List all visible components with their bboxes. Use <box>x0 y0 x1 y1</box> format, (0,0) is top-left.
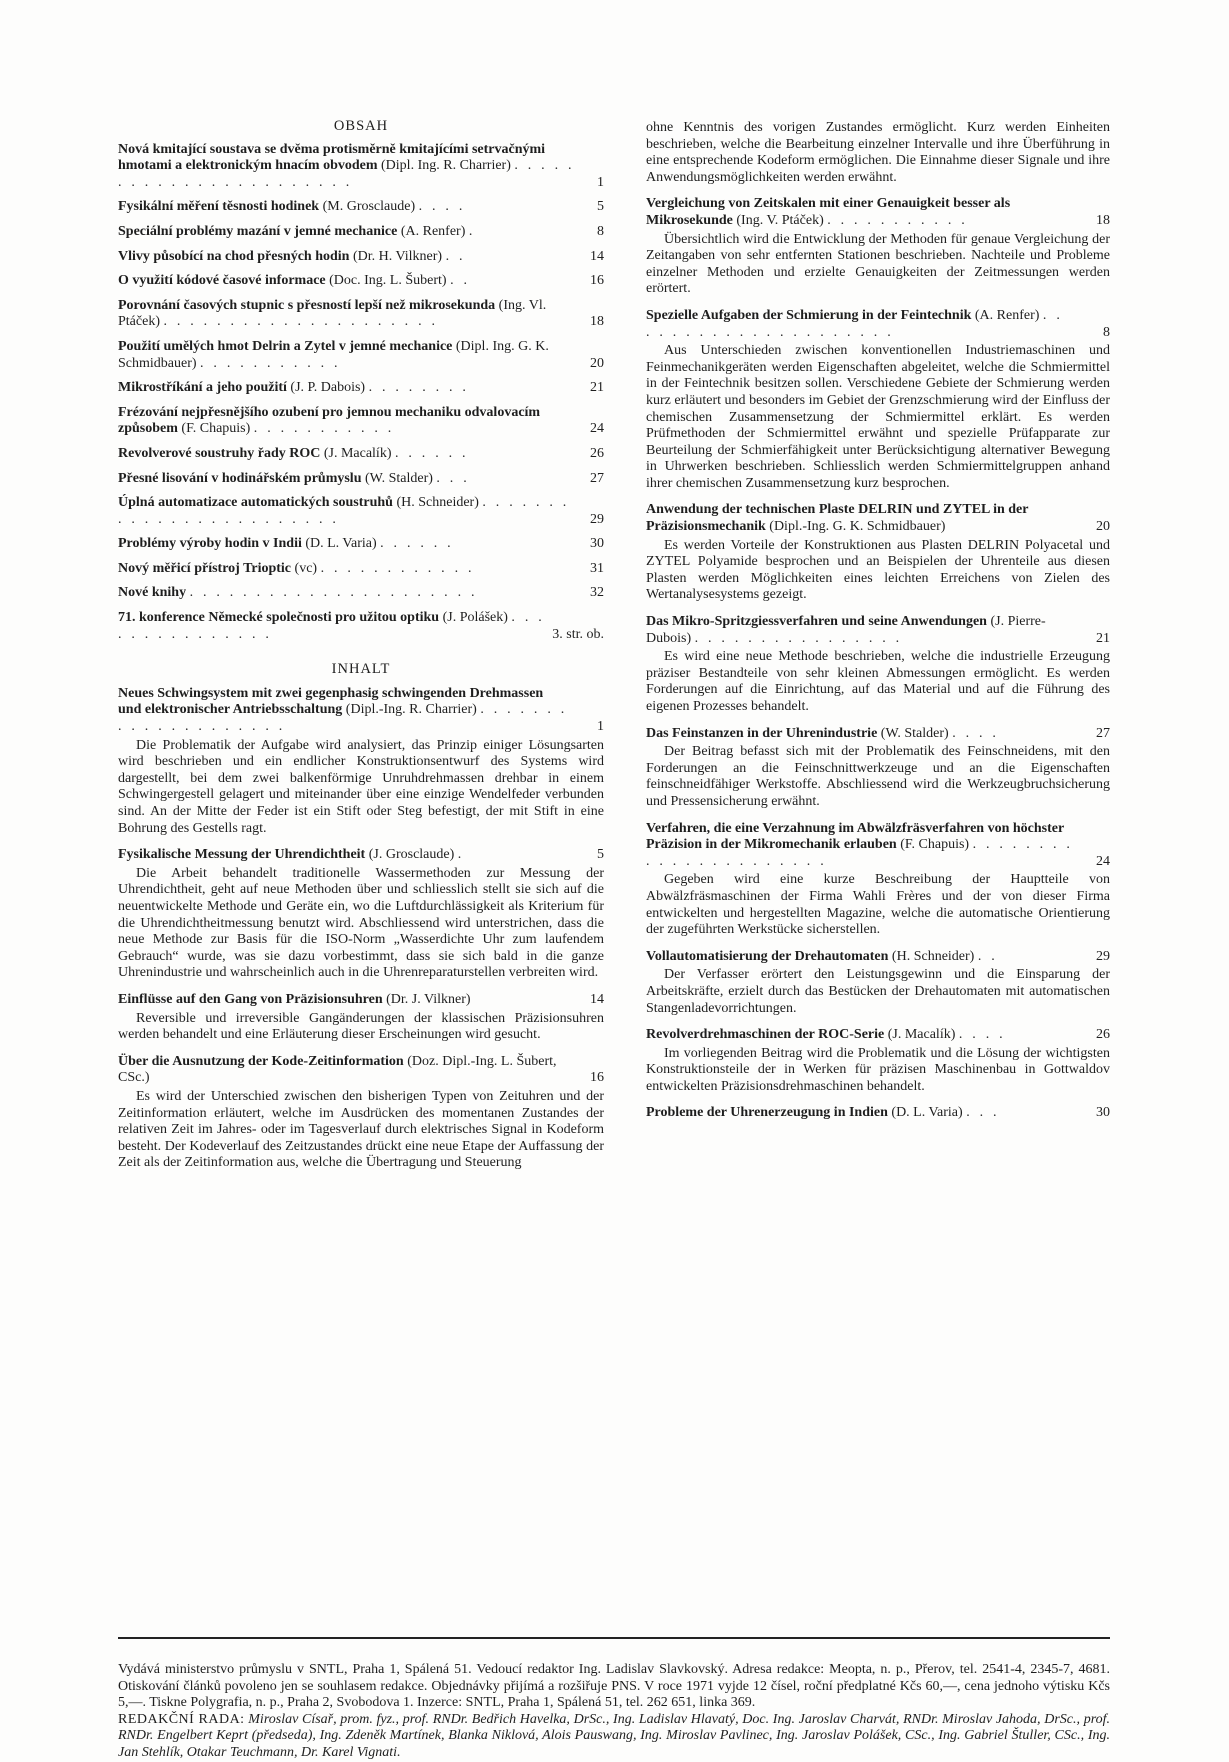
abstract-text: Übersichtlich wird die Entwicklung der Methoden für genaue Vergleichung der Zeitangaben von sehr entfernten Stationen beschrieben. Nachteile und Probleme einzelner Methoden und erzielte Genauigkeiten der Zeitmessungen werden erörtert. <box>646 231 1110 297</box>
abstract-entry: Über die Ausnutzung der Kode-Zeitinformation (Doz. Dipl.-Ing. L. Šubert, CSc.) 16 Es wird der Unterschied zwischen den bisherigen Typen von Zeituhren und der Zeitinformation erläutert, welche im Ausdrücken des momentanen Zustandes der relativen Zeit im Jahres- oder im Tagesverlauf durch elektrisches Signal in Kodeform besteht. Der Kodeverlauf des Zeitzustandes drückt eine neue Etape der Auffassung der Zeit als der Zeitinformation aus, welche die Übertragung und Steuerung <box>118 1053 604 1171</box>
toc-page: 1 <box>597 174 604 190</box>
abstract-continuation <box>646 120 1110 186</box>
entry-page: 30 <box>1096 1105 1110 1121</box>
abstract-text: Es wird eine neue Methode beschrieben, welche die industrielle Erzeugung präziser Bestandteile von sehr kleinen Abmessungen ermöglicht. Es werden Forderungen auf die Einrichtung, auf das Material und auf die Führung des eigenen Prozesses behandelt. <box>646 649 1110 714</box>
toc-page: 16 <box>590 273 604 289</box>
abstract-text: Der Verfasser erörtert den Leistungsgewinn und die Einsparung der Arbeitskräfte, erzielt durch das Bestücken der Drehautomaten mit automatischen Stangenladevorrichtungen. <box>646 967 1110 1016</box>
entry-page: 1 <box>597 719 604 735</box>
right-column <box>646 118 1110 1132</box>
entry-page: 27 <box>1096 725 1110 741</box>
toc-item: Přesné lisování v hodinářském průmyslu (W. Stalder) . . . 27 <box>118 470 604 486</box>
abstract-entry: Verfahren, die eine Verzahnung im Abwälzfräsverfahren von höchster Präzision in der Mikromechanik erlauben (F. Chapuis) . . . . . . . . . . . . . . . . . . . . . . 24 Gegeben wird eine kurze Beschreibung der Hauptteile von Abwälzfräsmaschinen der Firma Wahli Frères und der von dieser Firma entwickelten und hergestellten Magazine, welche die automatische Orientierung der zugeführten Werkstücke sicherstellen. <box>646 820 1110 938</box>
toc-page: 30 <box>590 536 604 552</box>
entry-page: 26 <box>1096 1027 1110 1043</box>
abstract-text: Es werden Vorteile der Konstruktionen aus Plasten DELRIN Polyacetal und ZYTEL Polyamide besprochen und an Beispielen der Uhrenteile aus diesen Plasten werden Möglichkeiten eines leichten Erreichens von Zielen des Wertanalysesystems gezeigt. <box>646 537 1110 603</box>
abstract-entry: Einflüsse auf den Gang von Präzisionsuhren (Dr. J. Vilkner) 14 Reversible und irreversible Gangänderungen der klassischen Präzisionsuhren werden behandelt und eine Erläuterung dieser Erscheinungen wird gesucht. <box>118 991 604 1043</box>
toc-item: 71. konference Německé společnosti pro užitou optiku (J. Polášek) . . . . . . . . . . . . . . . 3. str. ob. <box>118 610 604 642</box>
toc-item: Revolverové soustruhy řady ROC (J. Macalík) . . . . . . 26 <box>118 445 604 461</box>
entry-page: 21 <box>1096 630 1110 646</box>
abstract-text: Die Problematik der Aufgabe wird analysiert, das Prinzip einiger Lösungsarten wird beschrieben und ein endlicher Konstruktionsentwurf des Systems wird dargestellt, bei dem zwei balkenförmige Unruhdrehmassen drehbar in einem Schwingergestell gelagert und miteinander über eine einzige Wendelfeder verbunden sind. An der Mitte der Feder ist ein Stift oder Steg befestigt, der mit Stift in eine Bohrung des Gestells ragt. <box>118 737 604 836</box>
toc-page: 26 <box>590 445 604 461</box>
abstract-text: Die Arbeit behandelt traditionelle Wassermethoden zur Messung der Uhrendichtheit, geht auf neue Methoden über und schliesslich stellt sie sich auf die neuentwickelte Methode und Geräte ein, wo die Luftdurchlässigkeit als Kriterium für die Uhrendichtheitmessung benutzt wird. Abschliessend wird unterstrichen, dass die neue Methode zur Basis für die ISO-Norm „Wasserdichte Uhr zum laufendem Gebrauch“ wurde, was sie dazu vorbestimmt, dass sie sich bald in die ganze Uhrenindustrie und wahrscheinlich auch in die Uhrenreparaturstellen verbreiten wird. <box>118 865 604 981</box>
abstract-entry: Neues Schwingsystem mit zwei gegenphasig schwingenden Drehmassen und elektronischer Antriebsschaltung (Dipl.-Ing. R. Charrier) . . . . . . . . . . . . . . . . . . . . 1 Die Problematik der Aufgabe wird analysiert, das Prinzip einiger Lösungsarten wird beschrieben und ein endlicher Konstruktionsentwurf des Systems wird dargestellt, bei dem zwei balkenförmige Unruhdrehmassen drehbar in einem Schwingergestell gelagert und miteinander über eine einzige Wendelfeder verbunden sind. An der Mitte der Feder ist ein Stift oder Steg befestigt, der mit Stift in eine Bohrung des Gestells ragt. <box>118 685 604 836</box>
toc-item: Problémy výroby hodin v Indii (D. L. Varia) . . . . . . 30 <box>118 536 604 552</box>
toc-page: 5 <box>597 199 604 215</box>
obsah-heading: OBSAH <box>333 118 389 134</box>
toc-page: 27 <box>590 470 604 486</box>
entry-page: 24 <box>1096 853 1110 869</box>
entry-page: 8 <box>1103 324 1110 340</box>
toc-item: Fysikální měření těsnosti hodinek (M. Grosclaude) . . . . 5 <box>118 199 604 215</box>
abstract-text: Gegeben wird eine kurze Beschreibung der Hauptteile von Abwälzfräsmaschinen der Firma Wahli Frères und der von dieser Firma entwickelten und hergestellten Magazine, welche die automatische Orientierung der zugeführten Werkstücke sicherstellen. <box>646 872 1110 938</box>
abstract-text: ohne Kenntnis des vorigen Zustandes ermöglicht. Kurz werden Einheiten beschrieben, welche die Bearbeitung einzelner Intervalle und ihre Überführung in eine entsprechende Kodeform ermöglichen. Die Einnahme dieser Signale und ihre Anwendungsmöglichkeiten werden erwähnt. <box>646 120 1110 185</box>
abstract-text: Der Beitrag befasst sich mit der Problematik des Feinschneidens, mit den Forderungen an die Feinschnittwerkzeuge und an die Eigenschaften feinschneidfähiger Werkstoffe. Abschliessend wird die Werkzeugbruchsicherung und Pressensicherung erwähnt. <box>646 744 1110 809</box>
entry-page: 14 <box>590 991 604 1007</box>
toc-item: Nové knihy . . . . . . . . . . . . . . . . . . . . . . 32 <box>118 585 604 601</box>
toc-page: 18 <box>590 314 604 330</box>
toc-item: Speciální problémy mazání v jemné mechanice (A. Renfer) . 8 <box>118 223 604 239</box>
toc-item: Nová kmitající soustava se dvěma protisměrně kmitajícími setrvačnými hmotami a elektronickým hnacím obvodem (Dipl. Ing. R. Charrier) . . . . . . . . . . . . . . . . . . . . . . . 1 <box>118 141 604 190</box>
imprint-text: Vydává ministerstvo průmyslu v SNTL, Praha 1, Spálená 51. Vedoucí redaktor Ing. Ladislav Slavkovský. Adresa redakce: Meopta, n. p., Přerov, tel. 2541-4, 2345-7, 4681. Otiskování článků povoleno jen se souhlasem redakce. Objednávky přijímá a rozšiřuje PNS. V roce 1971 vyjde 12 čísel, roční předplatné Kčs 60,—, cena jednoho výtisku Kčs 5,—. Tiskne Polygrafia, n. p., Praha 2, Svobodova 1. Inzerce: SNTL, Praha 1, Spálená 51, tel. 262 651, linka 369. <box>118 1662 1110 1711</box>
abstract-entry: Spezielle Aufgaben der Schmierung in der Feintechnik (A. Renfer) . . . . . . . . . . . . . . . . . . . . . 8 Aus Unterschieden zwischen konventionellen Industriemaschinen und Feinmechanikgeräten werden Eigenschaften abgeleitet, welche die Schmiermittel in der Feintechnik besitzen sollen. Verschiedene Gebiete der Schmierung werden kurz erläutert und besonders im Gebiet der Grenzschmierung wird der Einfluss der chemischen Zusammensetzung der Schmiermittel erklärt. Es werden Prüfmethoden der Schmiermittel erwähnt und spezielle Prüfapparate zur Beurteilung der Schmierfähigkeit unter Berücksichtigung alternativer Bewegung in Uhrwerken beschrieben. Schliesslich werden Schmiermittelgruppen anhand ihrer chemischen Zusammensetzung kurz besprochen. <box>646 307 1110 491</box>
toc-item: Úplná automatizace automatických soustruhů (H. Schneider) . . . . . . . . . . . . . . . . . . . . . . . . 29 <box>118 495 604 527</box>
toc-page: 29 <box>590 511 604 527</box>
toc-item: Vlivy působící na chod přesných hodin (Dr. H. Vilkner) . . 14 <box>118 248 604 264</box>
entry-page: 18 <box>1096 212 1110 228</box>
abstract-entry: Anwendung der technischen Plaste DELRIN und ZYTEL in der Präzisionsmechanik (Dipl.-Ing. G. K. Schmidbauer) 20 Es werden Vorteile der Konstruktionen aus Plasten DELRIN Polyacetal und ZYTEL Polyamide besprochen und an Beispielen der Uhrenteile aus diesen Plasten werden Möglichkeiten eines leichten Erreichens von Zielen des Wertanalysesystems gezeigt. <box>646 502 1110 603</box>
abstract-text: Im vorliegenden Beitrag wird die Problematik und die Lösung der wichtigsten Konstruktionsteile der in Werken für präzisen Maschinenbau in Gottwaldov entwickelten Präzisionsdrehmaschinen behandelt. <box>646 1045 1110 1094</box>
toc-page: 24 <box>590 421 604 437</box>
abstract-entry: Revolverdrehmaschinen der ROC-Serie (J. Macalík) . . . . 26 Im vorliegenden Beitrag wird die Problematik und die Lösung der wichtigsten Konstruktionsteile der in Werken für präzisen Maschinenbau in Gottwaldov entwickelten Präzisionsdrehmaschinen behandelt. <box>646 1027 1110 1094</box>
imprint-footer <box>118 1662 1110 1762</box>
abstract-entry: Probleme der Uhrenerzeugung in Indien (D. L. Varia) . . . 30 <box>646 1105 1110 1121</box>
entry-page: 5 <box>597 847 604 863</box>
toc-page: 20 <box>590 355 604 371</box>
abstract-entry: Das Feinstanzen in der Uhrenindustrie (W. Stalder) . . . . 27 Der Beitrag befasst sich mit der Problematik des Feinschneidens, mit den Forderungen an die Feinschnittwerkzeuge und an die Eigenschaften feinschneidfähiger Werkstoffe. Abschliessend wird die Werkzeugbruchsicherung und Pressensicherung erwähnt. <box>646 725 1110 809</box>
toc-page: 14 <box>590 248 604 264</box>
toc-page: 21 <box>590 380 604 396</box>
abstract-text: Reversible und irreversible Gangänderungen der klassischen Präzisionsuhren werden behandelt und eine Erläuterung dieser Erscheinungen wird gesucht. <box>118 1010 604 1043</box>
footer-divider <box>118 1637 1110 1639</box>
entry-page: 16 <box>590 1070 604 1086</box>
abstract-entry: Fysikalische Messung der Uhrendichtheit (J. Grosclaude) . 5 Die Arbeit behandelt traditionelle Wassermethoden zur Messung der Uhrendichtheit, geht auf neue Methoden über und schliesslich stellt sie sich auf die neuentwickelte Methode und Geräte ein, wo die Luftdurchlässigkeit als Kriterium für die Uhrendichtheitmessung benutzt wird. Abschliessend wird unterstrichen, dass die neue Methode zur Basis für die ISO-Norm „Wasserdichte Uhr zum laufendem Gebrauch“ wurde, was sie dazu vorbestimmt, dass sie sich bald in die ganze Uhrenindustrie und wahrscheinlich auch in die Uhrenreparaturstellen verbreiten wird. <box>118 847 604 981</box>
editorial-board-label: REDAKČNÍ RADA: <box>118 1711 245 1727</box>
entry-page: 20 <box>1096 519 1110 535</box>
left-column <box>118 118 604 1182</box>
toc-item: O využití kódové časové informace (Doc. Ing. L. Šubert) . . 16 <box>118 273 604 289</box>
toc-item: Mikrostříkání a jeho použití (J. P. Dabois) . . . . . . . . 21 <box>118 380 604 396</box>
editorial-board <box>118 1712 1110 1762</box>
toc-item: Porovnání časových stupnic s přesností lepší než mikrosekunda (Ing. Vl. Ptáček) . . . . . . . . . . . . . . . . . . . . . 18 <box>118 297 604 330</box>
toc-page: 32 <box>590 585 604 601</box>
abstract-entry: Vollautomatisierung der Drehautomaten (H. Schneider) . . 29 Der Verfasser erörtert den Leistungsgewinn und die Einsparung der Arbeitskräfte, erzielt durch das Bestücken der Drehautomaten mit automatischen Stangenladevorrichtungen. <box>646 948 1110 1016</box>
toc-page: 3. str. ob. <box>552 626 604 642</box>
toc-item: Nový měřicí přístroj Trioptic (vc) . . . . . . . . . . . . 31 <box>118 560 604 576</box>
abstract-text: Aus Unterschieden zwischen konventionellen Industriemaschinen und Feinmechanikgeräten werden Eigenschaften abgeleitet, welche die Schmiermittel in der Feintechnik besitzen sollen. Verschiedene Gebiete der Schmierung werden kurz erläutert und besonders im Gebiet der Grenzschmierung wird der Einfluss der chemischen Zusammensetzung der Schmiermittel erklärt. Es werden Prüfmethoden der Schmiermittel erwähnt und spezielle Prüfapparate zur Beurteilung der Schmierfähigkeit unter Berücksichtigung alternativer Bewegung in Uhrwerken beschrieben. Schliesslich werden Schmiermittelgruppen anhand ihrer chemischen Zusammensetzung kurz besprochen. <box>646 343 1110 491</box>
toc-page: 31 <box>590 560 604 576</box>
abstract-entry: Das Mikro-Spritzgiessverfahren und seine Anwendungen (J. Pierre-Dubois) . . . . . . . . . . . . . . . . 21 Es wird eine neue Methode beschrieben, welche die industrielle Erzeugung präziser Bestandteile von sehr kleinen Abmessungen ermöglicht. Es werden Forderungen auf die Einrichtung, auf das Material und auf die Führung des eigenen Prozesses behandelt. <box>646 614 1110 714</box>
entry-page: 29 <box>1096 948 1110 964</box>
toc-page: 8 <box>597 223 604 239</box>
editorial-board-members: Miroslav Císař, prom. fyz., prof. RNDr. Bedřich Havelka, DrSc., Ing. Ladislav Hlavatý, Doc. Ing. Jaroslav Charvát, RNDr. Miroslav Jahoda, DrSc., prof. RNDr. Engelbert Keprt (předseda), Ing. Zdeněk Martínek, Blanka Niklová, Alois Pauswang, Ing. Miroslav Pavlinec, Ing. Jaroslav Polášek, CSc., Ing. Gabriel Štuller, CSc., Ing. Jan Stehlík, Otakar Teuchmann, Dr. Karel Vignati. <box>118 1711 1111 1760</box>
abstract-entry: Vergleichung von Zeitskalen mit einer Genauigkeit besser als Mikrosekunde (Ing. V. Ptáček) . . . . . . . . . . . 18 Übersichtlich wird die Entwicklung der Methoden für genaue Vergleichung der Zeitangaben von sehr entfernten Stationen beschrieben. Nachteile und Probleme einzelner Methoden und erzielte Genauigkeiten der Zeitmessungen werden erörtert. <box>646 196 1110 297</box>
toc-item: Použití umělých hmot Delrin a Zytel v jemné mechanice (Dipl. Ing. G. K. Schmidbauer) . . . . . . . . . . . 20 <box>118 338 604 371</box>
inhalt-heading: INHALT <box>331 661 391 678</box>
toc-item: Frézování nejpřesnějšího ozubení pro jemnou mechaniku odvalovacím způsobem (F. Chapuis) . . . . . . . . . . . 24 <box>118 404 604 437</box>
obsah-list <box>118 142 604 644</box>
abstract-text: Es wird der Unterschied zwischen den bisherigen Typen von Zeituhren und der Zeitinformation erläutert, welche im Ausdrücken des momentanen Zustandes der relativen Zeit im Jahres- oder im Tagesverlauf durch elektrisches Signal in Kodeform besteht. Der Kodeverlauf des Zeitzustandes drückt eine neue Etape der Auffassung der Zeit als der Zeitinformation aus, welche die Übertragung und Steuerung <box>118 1088 604 1171</box>
